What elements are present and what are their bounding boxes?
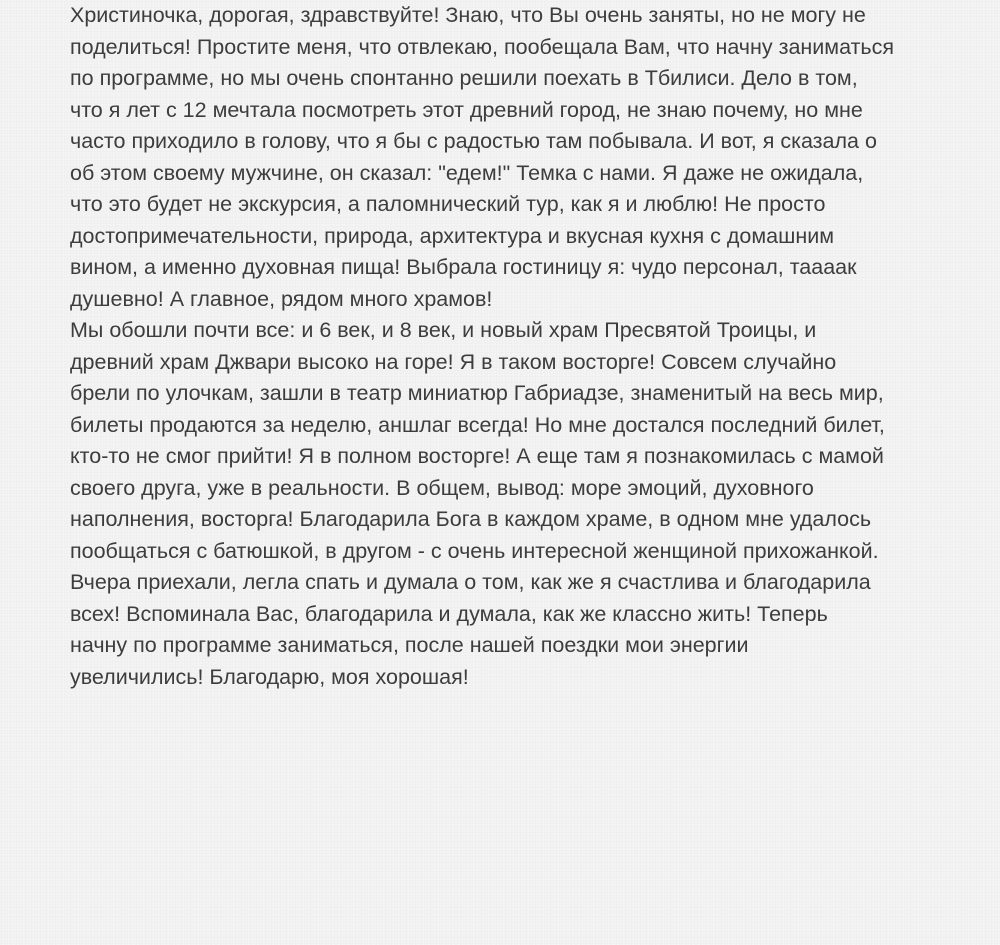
note-line: часто приходило в голову, что я бы с радостью там побывала. И вот, я сказала о [70,129,877,153]
note-line: что я лет с 12 мечтала посмотреть этот древний город, не знаю почему, но мне [70,97,863,122]
note-line: Вчера приехали, легла спать и думала о том, как же я счастлива и благодарила [70,570,871,594]
note-line: билеты продаются за неделю, аншлаг всегда! Но мне достался последний билет, [70,412,885,437]
note-line: своего друга, уже в реальности. В общем, вывод: море эмоций, духовного [70,475,814,500]
note-line: начну по программе заниматься, после нашей поездки мои энергии [70,633,749,657]
note-line: поделиться! Простите меня, что отвлекаю, пообещала Вам, что начну заниматься [70,34,895,59]
note-line: древний храм Джвари высоко на горе! Я в таком восторге! Совсем случайно [70,349,837,374]
note-line: достопримечательности, природа, архитектура и вкусная кухня с домашним [70,223,835,248]
note-line: наполнения, восторга! Благодарила Бога в каждом храме, в одном мне удалось [70,507,872,531]
note-line: об этом своему мужчине, он сказал: "едем!" Темка с нами. Я даже не ожидала, [70,160,864,185]
note-line: душевно! А главное, рядом много храмов! [70,286,493,311]
note-text [70,0,950,693]
note-line: вином, а именно духовная пища! Выбрала гостиницу я: чудо персонал, тааaак [70,255,857,279]
note-line: брели по улочкам, зашли в театр миниатюр Габриадзе, знаменитый на весь мир, [70,381,884,405]
note-line: всех! Вспоминала Вас, благодарила и думала, как же классно жить! Теперь [70,601,828,626]
note-line: увеличились! Благодарю, моя хорошая! [70,664,469,689]
note-line: пообщаться с батюшкой, в другом - с очень интересной женщиной прихожанкой. [70,538,879,563]
note-line: по программе, но мы очень спонтанно решили поехать в Тбилиси. Дело в том, [70,66,858,90]
note-line: Мы обошли почти все: и 6 век, и 8 век, и новый храм Пресвятой Троицы, и [70,318,817,342]
note-line: что это будет не экскурсия, а паломнический тур, как я и люблю! Не просто [70,192,826,216]
note-line: Христиночка, дорогая, здравствуйте! Знаю, что Вы очень заняты, но не могу не [70,3,866,27]
note-line: кто-то не смог прийти! Я в полном восторге! А еще там я познакомилась с мамой [70,444,884,468]
